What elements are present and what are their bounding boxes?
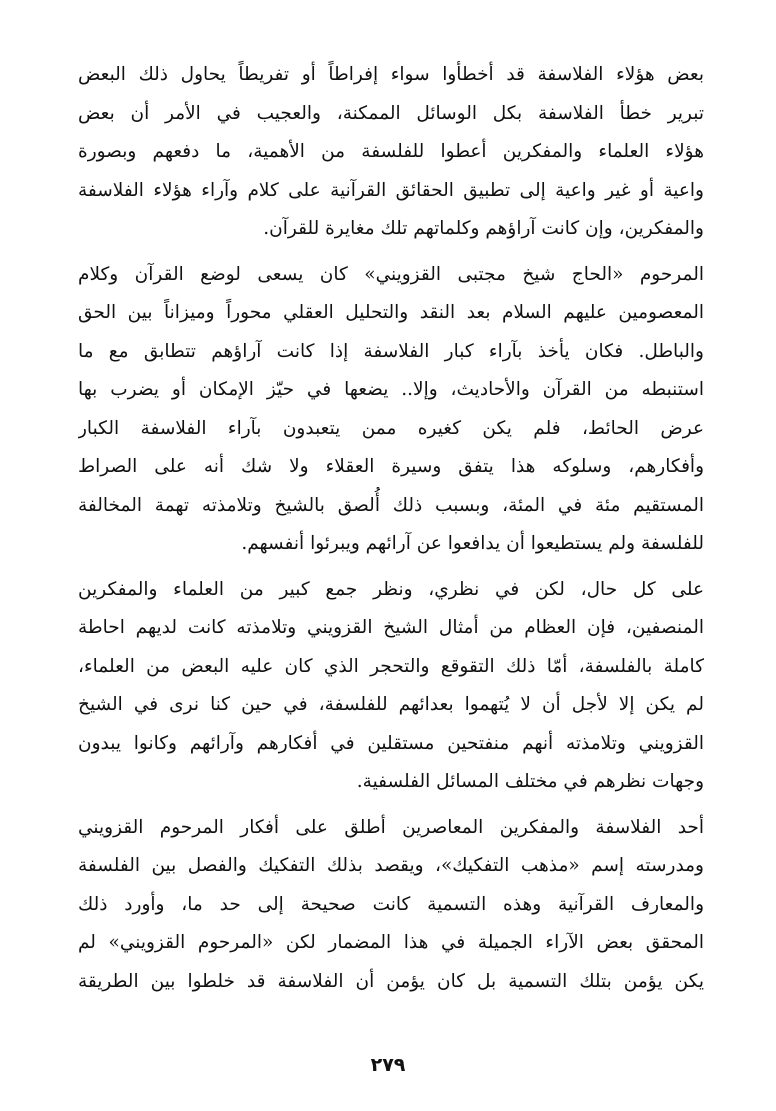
- page-number: ٢٧٩: [370, 1054, 406, 1076]
- text-line: استنبطه من القرآن والأحاديث، وإلا.. يضعها في حيّز الإمكان أو يضرب بها: [78, 379, 704, 400]
- text-line: بعض هؤلاء الفلاسفة قد أخطأوا سواء إفراطاً أو تفريطاً يحاول ذلك البعض: [78, 64, 704, 85]
- text-line: على كل حال، لكن في نظري، ونظر جمع كبير من العلماء والمفكرين: [78, 578, 704, 600]
- text-line: والباطل. فكان يأخذ بآراء كبار الفلاسفة إذا كانت آراؤهم تتطابق مع ما: [78, 340, 704, 362]
- text-line: أحد الفلاسفة والمفكرين المعاصرين أطلق على أفكار المرحوم القزويني: [78, 816, 704, 838]
- text-line: والمفكرين، وإن كانت آراؤهم وكلماتهم تلك مغايرة للقرآن.: [263, 218, 704, 239]
- text-line: ومدرسته إسم «مذهب التفكيك»، ويقصد بذلك التفكيك والفصل بين الفلسفة: [78, 855, 704, 876]
- paragraph-4: [78, 809, 704, 1002]
- text-line: وجهات نظرهم في مختلف المسائل الفلسفية.: [356, 771, 704, 792]
- text-line: يكن يؤمن بتلك التسمية بل كان يؤمن أن الفلاسفة قد خلطوا بين الطريقة: [78, 970, 704, 992]
- text-line: القزويني وتلامذته أنهم منفتحين مستقلين في أفكارهم وآرائهم وكانوا يبدون: [78, 732, 704, 754]
- text-line: لم يكن إلا لأجل أن لا يُتهموا بعدائهم للفلسفة، في حين كنا نرى في الشيخ: [78, 694, 704, 715]
- text-line: المنصفين، فإن العظام من أمثال الشيخ القزويني وتلامذته كانت لديهم احاطة: [78, 617, 704, 638]
- text-line: هؤلاء العلماء والمفكرين أعطوا للفلسفة من الأهمية، ما دفعهم وبصورة: [78, 141, 704, 162]
- text-line: وأفكارهم، وسلوكه هذا يتفق وسيرة العقلاء ولا شك أنه على الصراط: [78, 456, 704, 477]
- text-line: واعية أو غير واعية إلى تطبيق الحقائق القرآنية على كلام وآراء هؤلاء الفلاسفة: [78, 179, 704, 201]
- body-text: [78, 56, 704, 1001]
- text-line: المحقق بعض الآراء الجميلة في هذا المضمار لكن «المرحوم القزويني» لم: [78, 932, 704, 953]
- text-line: المعصومين عليهم السلام بعد النقد والتحليل العقلي محوراً وميزاناً بين الحق: [78, 302, 704, 323]
- text-line: كاملة بالفلسفة، أمّا ذلك التقوقع والتحجر الذي كان عليه البعض من العلماء،: [78, 655, 704, 677]
- text-line: والمعارف القرآنية وهذه التسمية كانت صحيحة إلى حد ما، وأورد ذلك: [78, 893, 704, 915]
- text-line: تبرير خطأ الفلاسفة بكل الوسائل الممكنة، والعجيب في الأمر أن بعض: [78, 102, 704, 124]
- paragraph-3: [78, 571, 704, 802]
- paragraph-1: [78, 56, 704, 249]
- text-line: المرحوم «الحاج شيخ مجتبى القزويني» كان يسعى لوضع القرآن وكلام: [78, 263, 704, 285]
- paragraph-2: [78, 256, 704, 564]
- text-line: المستقيم مئة في المئة، وبسبب ذلك أُلصق بالشيخ وتلامذته تهمة المخالفة: [78, 494, 704, 516]
- text-line: للفلسفة ولم يستطيعوا أن يدافعوا عن آرائهم ويبرئوا أنفسهم.: [241, 533, 704, 554]
- text-line: عرض الحائط، فلم يكن كغيره ممن يتعبدون بآراء الفلاسفة الكبار: [78, 417, 704, 439]
